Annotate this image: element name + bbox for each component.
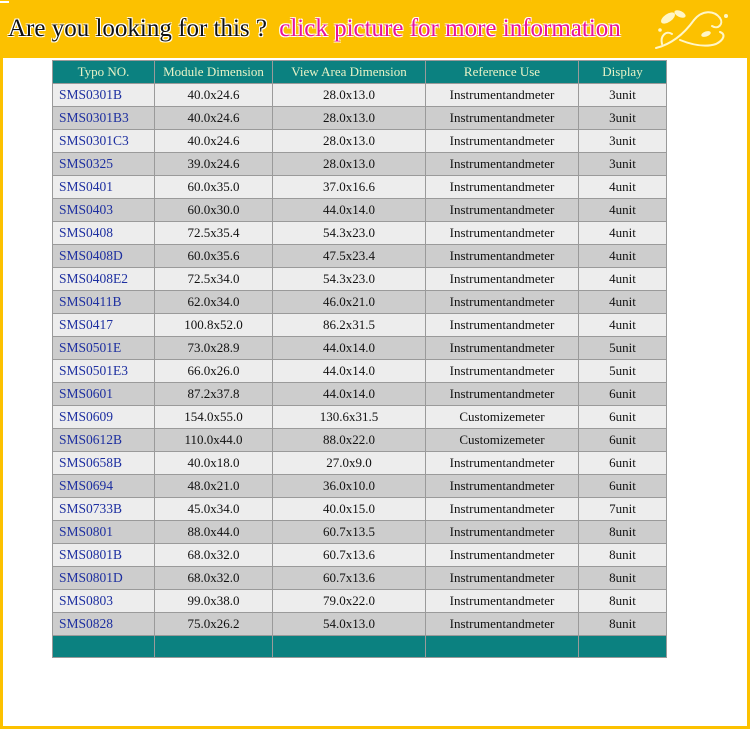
model-cell[interactable]: SMS0612B — [53, 429, 155, 452]
reference-use-cell: Instrumentandmeter — [426, 84, 579, 107]
table-row — [53, 567, 667, 590]
column-header-display: Display — [579, 61, 667, 84]
view-area-cell: 28.0x13.0 — [273, 130, 426, 153]
view-area-cell: 44.0x14.0 — [273, 383, 426, 406]
view-area-cell: 130.6x31.5 — [273, 406, 426, 429]
model-cell[interactable]: SMS0828 — [53, 613, 155, 636]
reference-use-cell: Instrumentandmeter — [426, 567, 579, 590]
reference-use-cell: Instrumentandmeter — [426, 291, 579, 314]
model-cell[interactable]: SMS0325 — [53, 153, 155, 176]
view-area-cell: 60.7x13.5 — [273, 521, 426, 544]
reference-use-cell: Instrumentandmeter — [426, 590, 579, 613]
module-dimension-cell: 40.0x24.6 — [155, 84, 273, 107]
table-row — [53, 268, 667, 291]
display-cell: 6unit — [579, 475, 667, 498]
display-cell: 4unit — [579, 245, 667, 268]
module-dimension-cell: 45.0x34.0 — [155, 498, 273, 521]
model-cell[interactable]: SMS0694 — [53, 475, 155, 498]
display-cell: 5unit — [579, 337, 667, 360]
model-cell[interactable]: SMS0408D — [53, 245, 155, 268]
reference-use-cell: Customizemeter — [426, 429, 579, 452]
table-row — [53, 107, 667, 130]
model-cell[interactable]: SMS0403 — [53, 199, 155, 222]
module-dimension-cell: 60.0x35.0 — [155, 176, 273, 199]
table-row — [53, 199, 667, 222]
corner-mark — [0, 1, 9, 3]
table-row — [53, 153, 667, 176]
view-area-cell: 28.0x13.0 — [273, 107, 426, 130]
view-area-cell: 54.3x23.0 — [273, 222, 426, 245]
display-cell: 4unit — [579, 268, 667, 291]
module-dimension-cell: 66.0x26.0 — [155, 360, 273, 383]
display-cell: 8unit — [579, 567, 667, 590]
model-cell[interactable]: SMS0801 — [53, 521, 155, 544]
footer-cell — [426, 636, 579, 658]
model-cell[interactable]: SMS0803 — [53, 590, 155, 613]
banner-question: Are you looking for this ? — [8, 15, 267, 42]
table-row — [53, 84, 667, 107]
model-cell[interactable]: SMS0417 — [53, 314, 155, 337]
column-header-module-dimension: Module Dimension — [155, 61, 273, 84]
display-cell: 8unit — [579, 521, 667, 544]
reference-use-cell: Instrumentandmeter — [426, 153, 579, 176]
module-dimension-cell: 40.0x18.0 — [155, 452, 273, 475]
model-cell[interactable]: SMS0401 — [53, 176, 155, 199]
reference-use-cell: Instrumentandmeter — [426, 383, 579, 406]
view-area-cell: 36.0x10.0 — [273, 475, 426, 498]
reference-use-cell: Instrumentandmeter — [426, 337, 579, 360]
module-dimension-cell: 75.0x26.2 — [155, 613, 273, 636]
table-row — [53, 222, 667, 245]
floral-ornament-icon — [650, 4, 734, 56]
display-cell: 8unit — [579, 613, 667, 636]
view-area-cell: 28.0x13.0 — [273, 84, 426, 107]
module-dimension-cell: 40.0x24.6 — [155, 107, 273, 130]
module-dimension-cell: 39.0x24.6 — [155, 153, 273, 176]
model-cell[interactable]: SMS0601 — [53, 383, 155, 406]
module-dimension-cell: 73.0x28.9 — [155, 337, 273, 360]
product-spec-table — [52, 60, 667, 658]
module-dimension-cell: 87.2x37.8 — [155, 383, 273, 406]
table-row — [53, 337, 667, 360]
model-cell[interactable]: SMS0609 — [53, 406, 155, 429]
table-row — [53, 429, 667, 452]
reference-use-cell: Instrumentandmeter — [426, 498, 579, 521]
promo-banner[interactable] — [0, 0, 750, 58]
display-cell: 3unit — [579, 153, 667, 176]
display-cell: 3unit — [579, 84, 667, 107]
table-footer-row — [53, 636, 667, 658]
display-cell: 4unit — [579, 291, 667, 314]
reference-use-cell: Instrumentandmeter — [426, 360, 579, 383]
module-dimension-cell: 110.0x44.0 — [155, 429, 273, 452]
view-area-cell: 54.0x13.0 — [273, 613, 426, 636]
reference-use-cell: Instrumentandmeter — [426, 130, 579, 153]
view-area-cell: 60.7x13.6 — [273, 567, 426, 590]
table-header-row — [53, 61, 667, 84]
reference-use-cell: Customizemeter — [426, 406, 579, 429]
reference-use-cell: Instrumentandmeter — [426, 199, 579, 222]
model-cell[interactable]: SMS0301B — [53, 84, 155, 107]
module-dimension-cell: 60.0x35.6 — [155, 245, 273, 268]
reference-use-cell: Instrumentandmeter — [426, 544, 579, 567]
model-cell[interactable]: SMS0801B — [53, 544, 155, 567]
view-area-cell: 40.0x15.0 — [273, 498, 426, 521]
module-dimension-cell: 68.0x32.0 — [155, 544, 273, 567]
reference-use-cell: Instrumentandmeter — [426, 475, 579, 498]
display-cell: 3unit — [579, 130, 667, 153]
model-cell[interactable]: SMS0658B — [53, 452, 155, 475]
module-dimension-cell: 40.0x24.6 — [155, 130, 273, 153]
reference-use-cell: Instrumentandmeter — [426, 314, 579, 337]
model-cell[interactable]: SMS0411B — [53, 291, 155, 314]
display-cell: 4unit — [579, 199, 667, 222]
table-row — [53, 291, 667, 314]
column-header-type-no: Typo NO. — [53, 61, 155, 84]
model-cell[interactable]: SMS0501E — [53, 337, 155, 360]
footer-cell — [53, 636, 155, 658]
reference-use-cell: Instrumentandmeter — [426, 107, 579, 130]
table-row — [53, 406, 667, 429]
display-cell: 3unit — [579, 107, 667, 130]
view-area-cell: 44.0x14.0 — [273, 199, 426, 222]
reference-use-cell: Instrumentandmeter — [426, 268, 579, 291]
display-cell: 7unit — [579, 498, 667, 521]
view-area-cell: 54.3x23.0 — [273, 268, 426, 291]
module-dimension-cell: 100.8x52.0 — [155, 314, 273, 337]
view-area-cell: 46.0x21.0 — [273, 291, 426, 314]
display-cell: 4unit — [579, 314, 667, 337]
reference-use-cell: Instrumentandmeter — [426, 176, 579, 199]
table-row — [53, 452, 667, 475]
view-area-cell: 44.0x14.0 — [273, 360, 426, 383]
model-cell[interactable]: SMS0801D — [53, 567, 155, 590]
footer-cell — [273, 636, 426, 658]
module-dimension-cell: 99.0x38.0 — [155, 590, 273, 613]
column-header-reference-use: Reference Use — [426, 61, 579, 84]
view-area-cell: 88.0x22.0 — [273, 429, 426, 452]
display-cell: 6unit — [579, 406, 667, 429]
module-dimension-cell: 48.0x21.0 — [155, 475, 273, 498]
table-row — [53, 544, 667, 567]
display-cell: 4unit — [579, 176, 667, 199]
table-row — [53, 176, 667, 199]
module-dimension-cell: 88.0x44.0 — [155, 521, 273, 544]
view-area-cell: 86.2x31.5 — [273, 314, 426, 337]
view-area-cell: 79.0x22.0 — [273, 590, 426, 613]
column-header-view-area-dimension: View Area Dimension — [273, 61, 426, 84]
view-area-cell: 60.7x13.6 — [273, 544, 426, 567]
view-area-cell: 44.0x14.0 — [273, 337, 426, 360]
banner-text — [8, 13, 621, 45]
reference-use-cell: Instrumentandmeter — [426, 521, 579, 544]
model-cell[interactable]: SMS0301B3 — [53, 107, 155, 130]
table-row — [53, 314, 667, 337]
module-dimension-cell: 60.0x30.0 — [155, 199, 273, 222]
module-dimension-cell: 62.0x34.0 — [155, 291, 273, 314]
footer-cell — [579, 636, 667, 658]
module-dimension-cell: 72.5x34.0 — [155, 268, 273, 291]
reference-use-cell: Instrumentandmeter — [426, 452, 579, 475]
model-cell[interactable]: SMS0733B — [53, 498, 155, 521]
display-cell: 4unit — [579, 222, 667, 245]
table-row — [53, 613, 667, 636]
view-area-cell: 27.0x9.0 — [273, 452, 426, 475]
model-cell[interactable]: SMS0301C3 — [53, 130, 155, 153]
table-row — [53, 130, 667, 153]
reference-use-cell: Instrumentandmeter — [426, 613, 579, 636]
module-dimension-cell: 72.5x35.4 — [155, 222, 273, 245]
table-row — [53, 590, 667, 613]
display-cell: 6unit — [579, 383, 667, 406]
display-cell: 6unit — [579, 429, 667, 452]
table-row — [53, 521, 667, 544]
table-row — [53, 475, 667, 498]
table-row — [53, 383, 667, 406]
view-area-cell: 37.0x16.6 — [273, 176, 426, 199]
view-area-cell: 28.0x13.0 — [273, 153, 426, 176]
model-cell[interactable]: SMS0408 — [53, 222, 155, 245]
module-dimension-cell: 154.0x55.0 — [155, 406, 273, 429]
view-area-cell: 47.5x23.4 — [273, 245, 426, 268]
module-dimension-cell: 68.0x32.0 — [155, 567, 273, 590]
table-row — [53, 498, 667, 521]
table-row — [53, 245, 667, 268]
display-cell: 8unit — [579, 590, 667, 613]
table-row — [53, 360, 667, 383]
model-cell[interactable]: SMS0501E3 — [53, 360, 155, 383]
display-cell: 5unit — [579, 360, 667, 383]
reference-use-cell: Instrumentandmeter — [426, 245, 579, 268]
display-cell: 8unit — [579, 544, 667, 567]
footer-cell — [155, 636, 273, 658]
more-info-link[interactable]: click picture for more information — [279, 15, 621, 42]
reference-use-cell: Instrumentandmeter — [426, 222, 579, 245]
model-cell[interactable]: SMS0408E2 — [53, 268, 155, 291]
display-cell: 6unit — [579, 452, 667, 475]
